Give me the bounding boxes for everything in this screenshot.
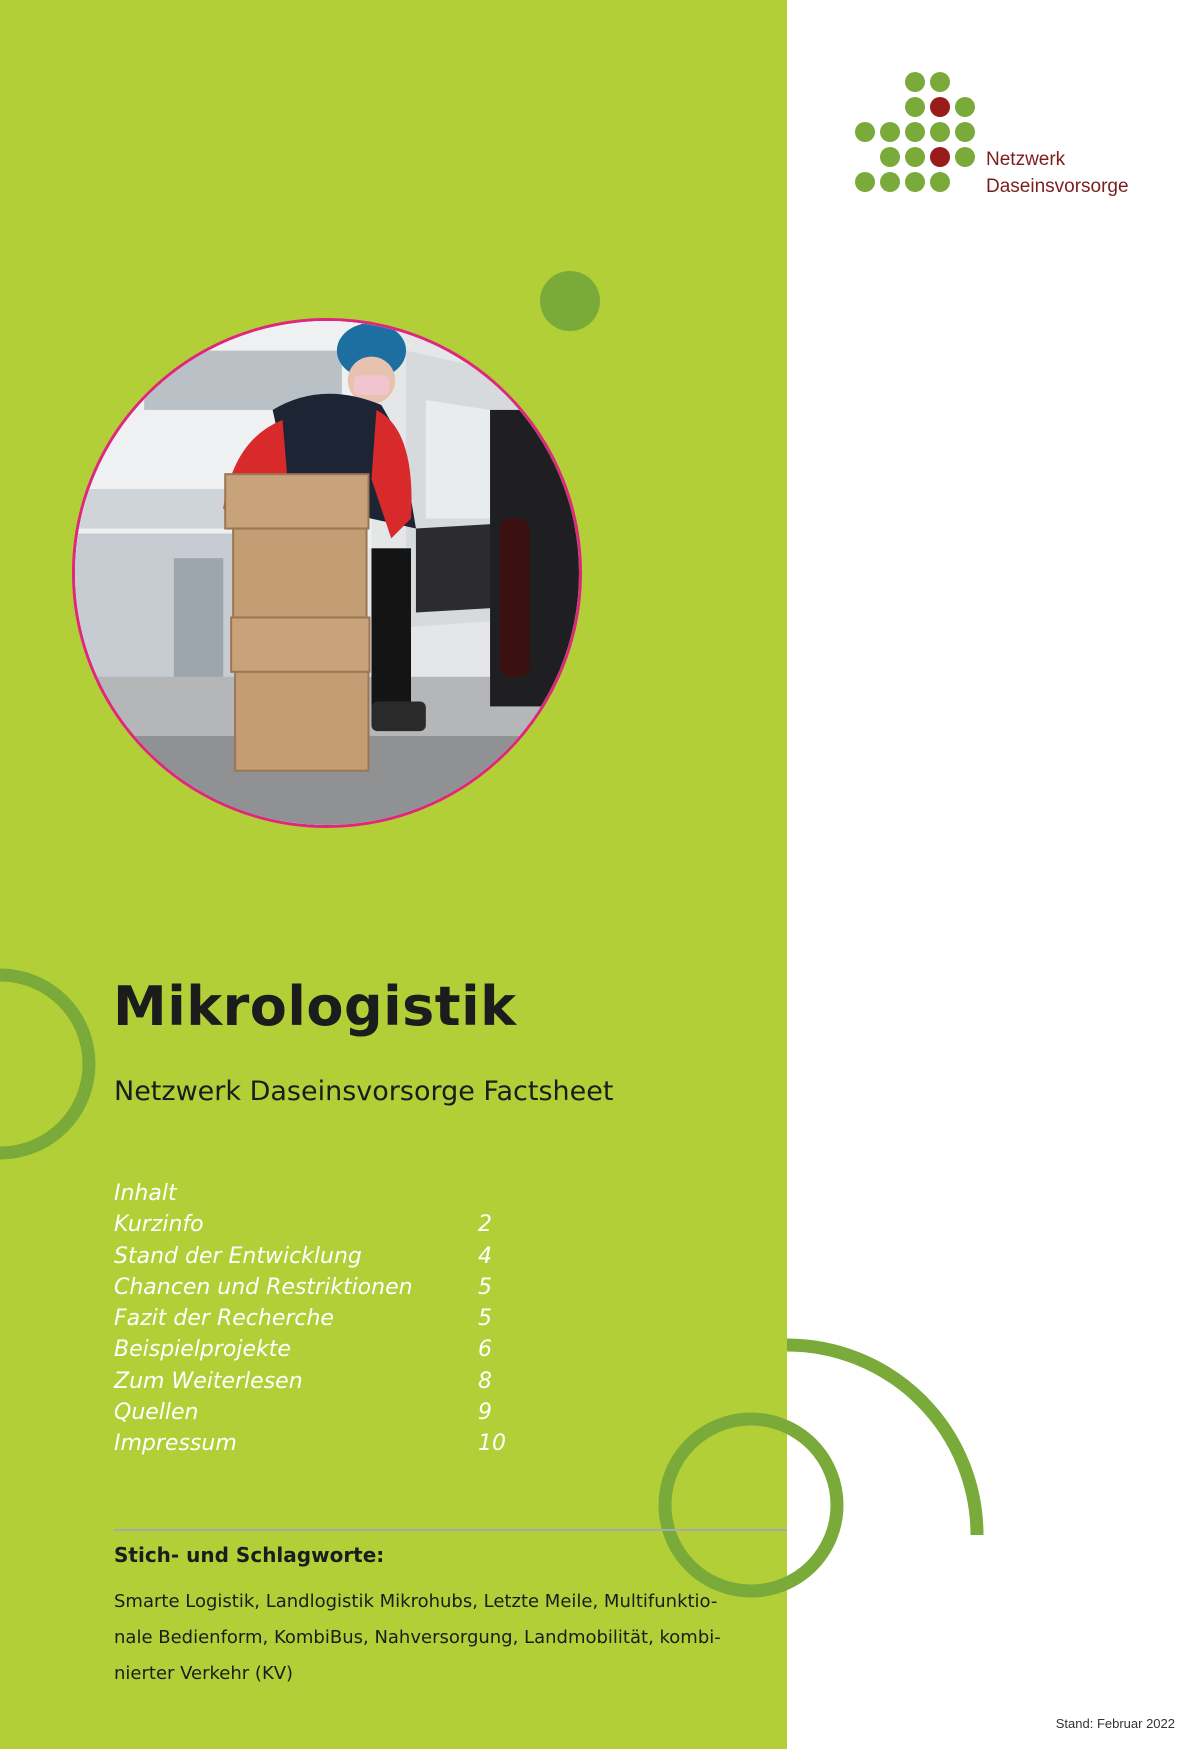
toc-item-label: Chancen und Restriktionen (114, 1274, 413, 1300)
toc-item-label: Stand der Entwicklung (114, 1243, 362, 1269)
netzwerk-logo (850, 70, 1150, 210)
logo-line-2: Daseinsvorsorge (986, 176, 1129, 197)
toc-heading: Inhalt (114, 1181, 177, 1206)
document-title: Mikrologistik (113, 975, 517, 1038)
toc-item-page: 6 (478, 1337, 492, 1363)
logo-line-1: Netzwerk (986, 149, 1066, 170)
large-arc (787, 1345, 977, 1535)
toc-item-label: Quellen (114, 1400, 199, 1426)
delivery-worker-boxes-photo (75, 321, 579, 825)
logo-wordmark (986, 146, 1129, 200)
toc-item[interactable] (114, 1397, 514, 1428)
toc-item-label: Impressum (114, 1431, 237, 1457)
keywords-line: Smarte Logistik, Landlogistik Mikrohubs, Letzte Meile, Multifunktio- (114, 1591, 718, 1612)
keywords-line: nierter Verkehr (KV) (114, 1663, 294, 1684)
toc-item[interactable] (114, 1428, 514, 1459)
toc-item-label: Fazit der Recherche (114, 1306, 334, 1332)
keywords-line: nale Bedienform, KombiBus, Nahversorgung, Landmobilität, kombi- (114, 1627, 721, 1648)
toc-item-label: Zum Weiterlesen (114, 1368, 303, 1394)
toc-item-page: 2 (478, 1212, 492, 1238)
toc-item-page: 4 (478, 1243, 492, 1269)
toc-item-label: Beispielprojekte (114, 1337, 291, 1363)
toc-item-page: 8 (478, 1368, 492, 1394)
toc-item[interactable] (114, 1241, 514, 1272)
keywords-text (114, 1584, 774, 1692)
toc-item[interactable] (114, 1334, 514, 1365)
section-divider (114, 1529, 787, 1531)
toc-item-label: Kurzinfo (114, 1212, 204, 1238)
document-subtitle: Netzwerk Daseinsvorsorge Factsheet (114, 1076, 614, 1107)
toc-item[interactable] (114, 1209, 514, 1240)
toc-item-page: 5 (478, 1306, 492, 1332)
toc-item-page: 9 (478, 1400, 492, 1426)
toc-item[interactable] (114, 1272, 514, 1303)
decorative-dot (540, 271, 600, 331)
cover-photo (72, 318, 582, 828)
toc-item[interactable] (114, 1366, 514, 1397)
toc-item-page: 10 (478, 1431, 506, 1457)
table-of-contents (114, 1178, 514, 1460)
date-stamp: Stand: Februar 2022 (1055, 1716, 1175, 1731)
toc-item[interactable] (114, 1303, 514, 1334)
keywords-heading: Stich- und Schlagworte: (114, 1543, 385, 1567)
toc-item-page: 5 (478, 1274, 492, 1300)
logo-dot-grid-icon (850, 70, 980, 200)
